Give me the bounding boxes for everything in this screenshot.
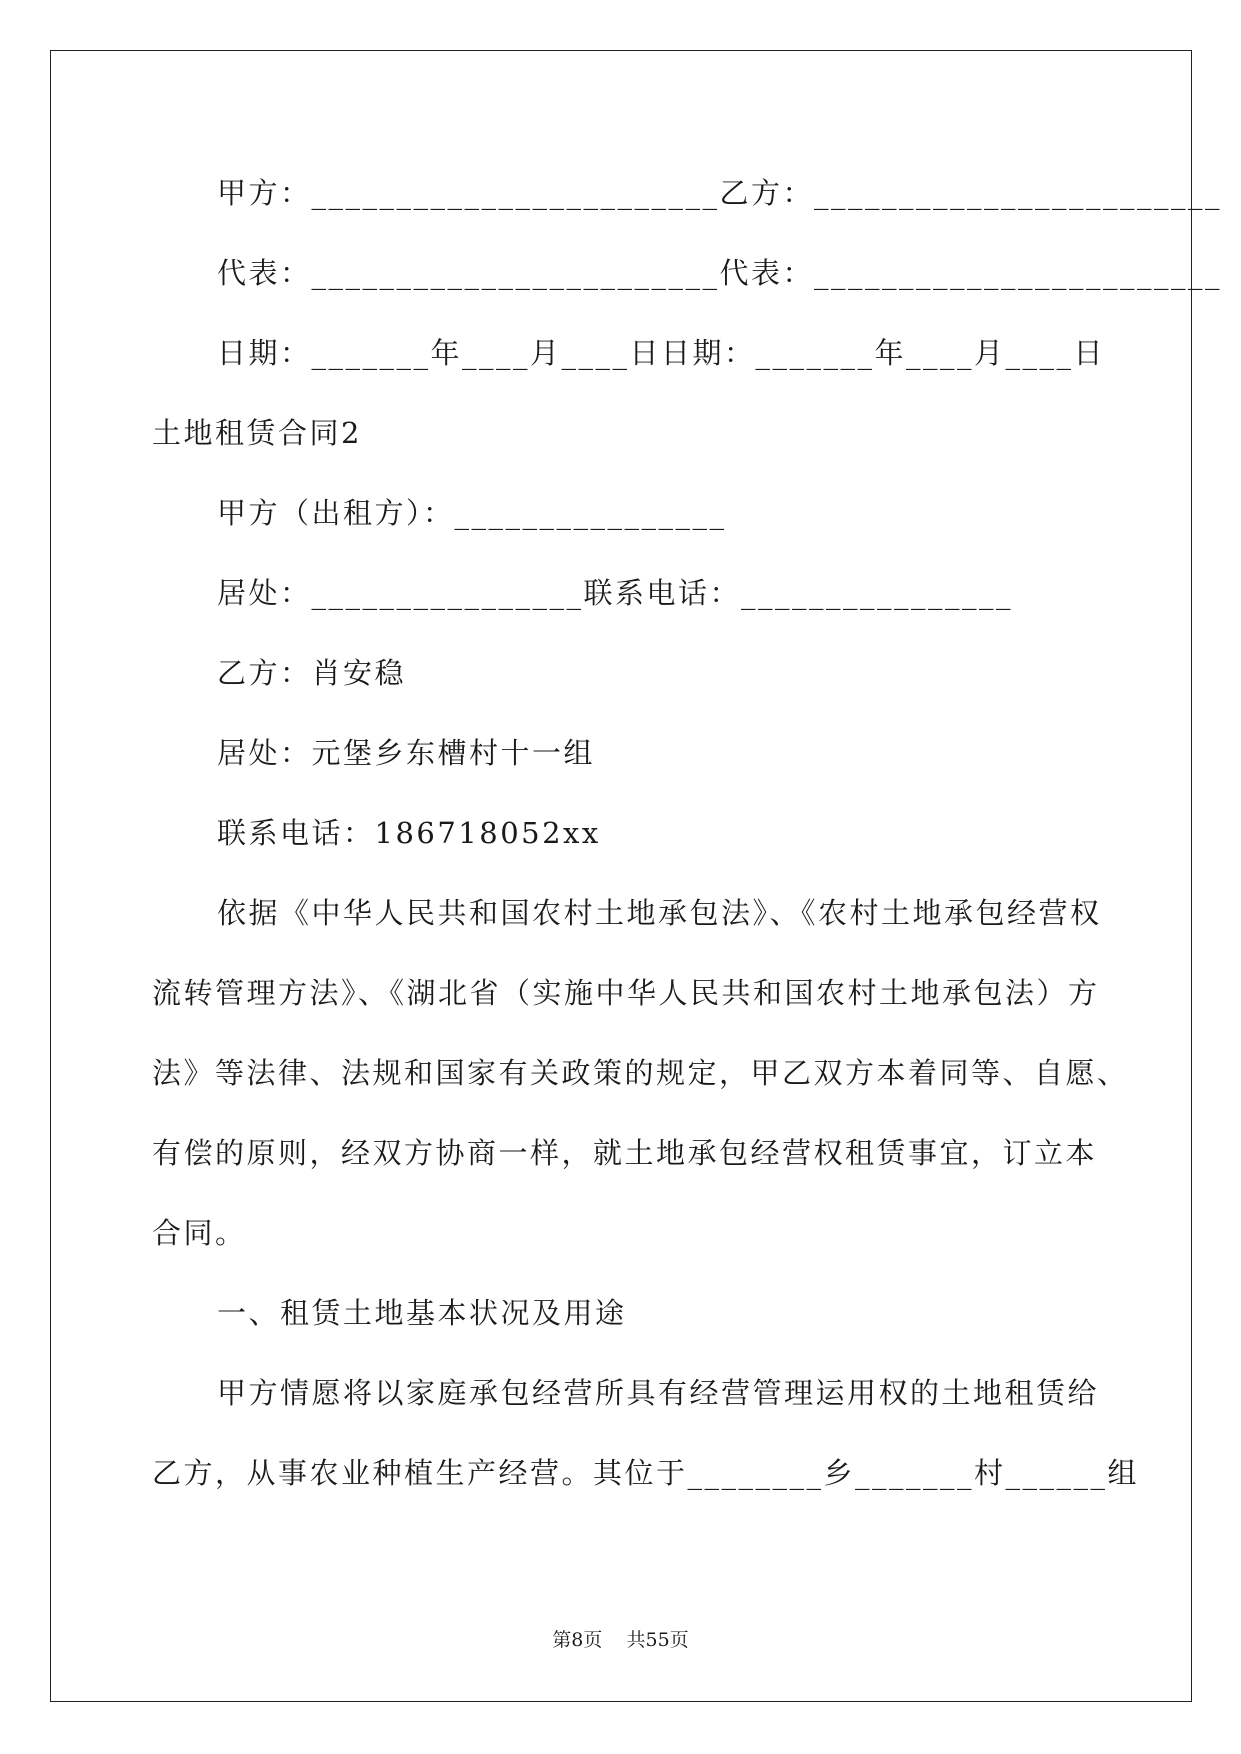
contract-title: 土地租赁合同2 [152,416,362,450]
party-a-b-line: 甲方：________________________乙方：________________________ [217,176,1223,210]
paragraph-line: 法》等法律、法规和国家有关政策的规定，甲乙双方本着同等、自愿、 [152,1056,1129,1090]
paragraph-line: 甲方情愿将以家庭承包经营所具有经营管理运用权的土地租赁给 [217,1376,1100,1410]
paragraph-line: 乙方，从事农业种植生产经营。其位于________乡_______村______组 [152,1456,1140,1490]
paragraph-line: 合同。 [152,1216,247,1250]
representative-line: 代表：________________________代表：________________________ [217,256,1223,290]
party-b-phone-line: 联系电话：186718052xx [217,816,601,850]
party-b-name-line: 乙方：肖安稳 [217,656,407,690]
date-line: 日期：_______年____月____日日期：_______年____月____日 [217,336,1106,370]
party-b-address-line: 居处：元堡乡东槽村十一组 [217,736,596,770]
page-number-footer: 第8页 共55页 [552,1629,689,1651]
section-heading: 一、租赁土地基本状况及用途 [217,1296,627,1330]
lessor-line: 甲方（出租方）：________________ [217,496,727,530]
lessor-address-phone-line: 居处：________________联系电话：________________ [217,576,1014,610]
paragraph-line: 流转管理方法》、《湖北省（实施中华人民共和国农村土地承包法）方 [152,976,1100,1010]
paragraph-line: 有偿的原则，经双方协商一样，就土地承包经营权租赁事宜，订立本 [152,1136,1098,1170]
paragraph-line: 依据《中华人民共和国农村土地承包法》、《农村土地承包经营权 [217,896,1102,930]
